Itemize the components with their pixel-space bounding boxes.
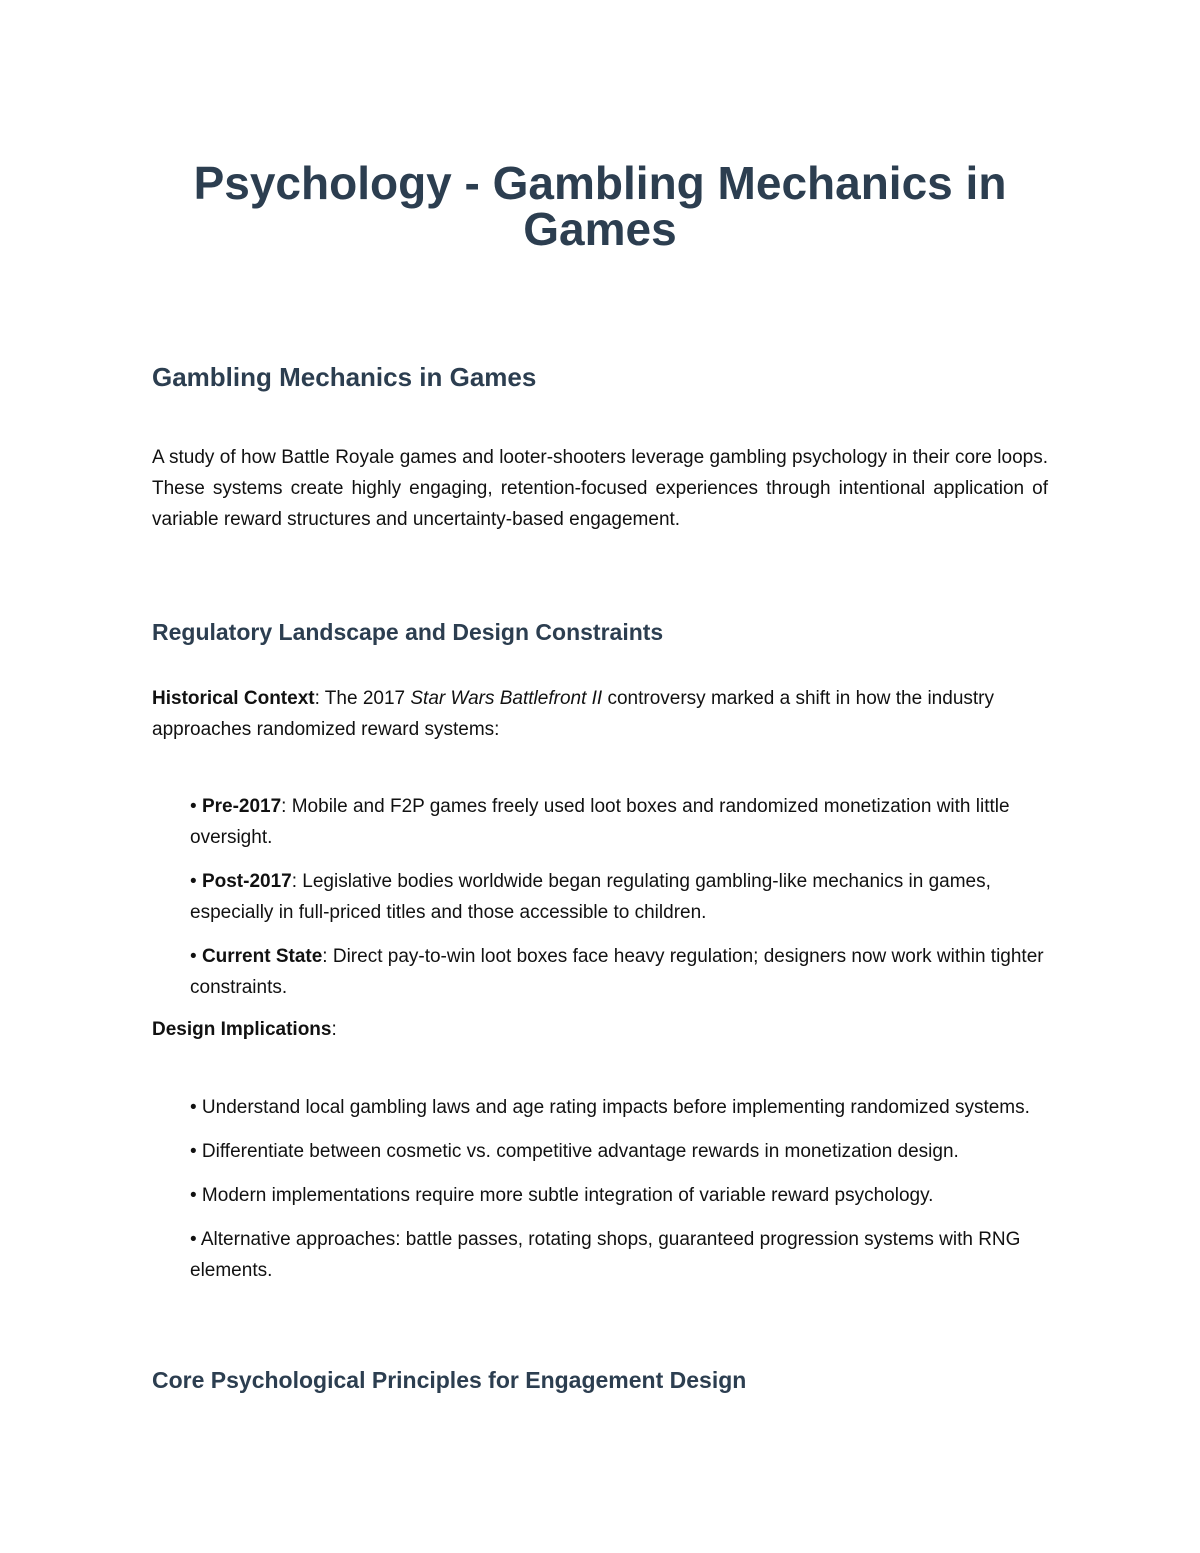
list-item (190, 791, 1050, 853)
regulatory-timeline-list (190, 791, 1050, 1016)
historical-context-post: controversy marked a shift in how the industry approaches randomized reward systems: (152, 688, 994, 740)
list-item: • Modern implementations require more subtle integration of variable reward psychology. (190, 1185, 934, 1206)
list-item-text: : Direct pay-to-win loot boxes face heavy regulation; designers now work within tighter constraints. (190, 946, 1044, 998)
list-item-label: Current State (201, 946, 323, 967)
core-principles-heading: Core Psychological Principles for Engagement Design (152, 1367, 747, 1393)
design-implications-colon: : (331, 1019, 337, 1040)
design-implications-heading: Design Implications (152, 1019, 332, 1040)
list-item-text: : Mobile and F2P games freely used loot boxes and randomized monetization with little oversight. (190, 796, 1010, 848)
document-title: Psychology - Gambling Mechanics in Games (193, 157, 1007, 255)
regulatory-heading: Regulatory Landscape and Design Constraints (152, 619, 664, 645)
design-implications-label (152, 1014, 1048, 1045)
list-item-label: Post-2017 (201, 871, 292, 892)
list-item (190, 866, 1050, 928)
list-item: • Differentiate between cosmetic vs. competitive advantage rewards in monetization design. (190, 1141, 959, 1162)
bullet-marker: • (190, 871, 202, 892)
list-item (190, 941, 1050, 1003)
historical-context-label: Historical Context (152, 688, 315, 709)
list-item-label: Pre-2017 (201, 796, 282, 817)
section-heading: Gambling Mechanics in Games (152, 362, 537, 392)
historical-context-paragraph (152, 683, 1048, 745)
game-title: Star Wars Battlefront II (410, 688, 603, 709)
bullet-marker: • (190, 796, 202, 817)
design-implications-list (190, 1092, 1050, 1299)
list-item: • Understand local gambling laws and age rating impacts before implementing randomized systems. (190, 1097, 1030, 1118)
bullet-marker: • (190, 946, 202, 967)
list-item: • Alternative approaches: battle passes, rotating shops, guaranteed progression systems with RNG elements. (190, 1229, 1021, 1281)
list-item-text: : Legislative bodies worldwide began regulating gambling-like mechanics in games, especially in full-priced titles and those accessible to children. (190, 871, 991, 923)
intro-paragraph: A study of how Battle Royale games and looter-shooters leverage gambling psychology in their core loops. These systems create highly engaging, retention-focused experiences through intentional application of variable reward structures and uncertainty-based engagement. (152, 447, 1048, 530)
historical-context-pre: : The 2017 (314, 688, 411, 709)
